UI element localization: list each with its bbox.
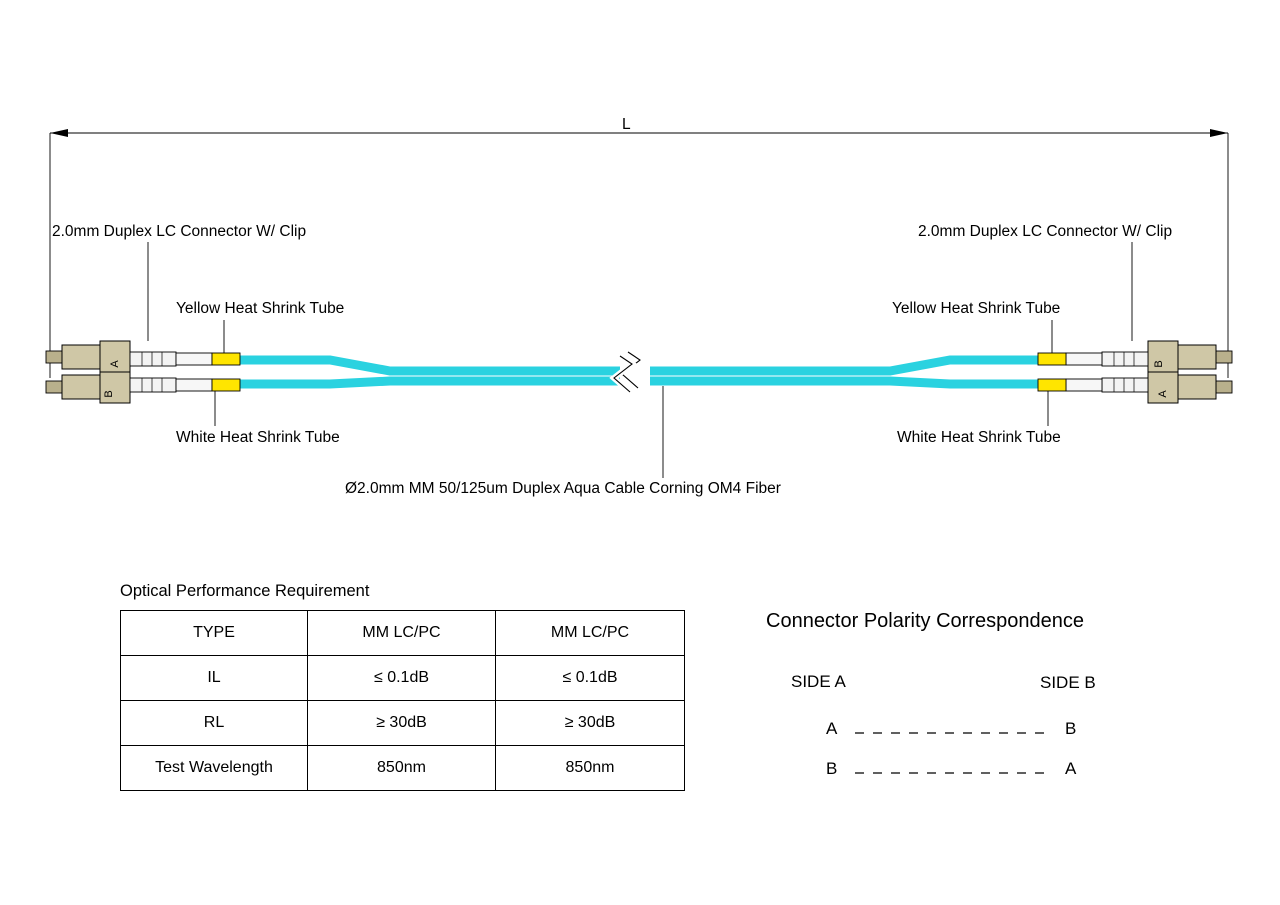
- svg-text:A: A: [109, 360, 121, 368]
- polarity-row2-right: A: [1065, 759, 1077, 778]
- svg-text:A: A: [1157, 390, 1169, 398]
- right-connector-callout-label: 2.0mm Duplex LC Connector W/ Clip: [918, 223, 1173, 240]
- table-header-cell: MM LC/PC: [496, 611, 685, 656]
- table-header-cell: TYPE: [121, 611, 308, 656]
- svg-text:B: B: [103, 390, 115, 398]
- polarity-row1-right: B: [1065, 719, 1077, 738]
- svg-text:B: B: [1153, 360, 1165, 368]
- table-cell: ≤ 0.1dB: [496, 656, 685, 701]
- table-cell: Test Wavelength: [121, 746, 308, 791]
- length-dimension-label: L: [622, 116, 631, 133]
- performance-table-title: Optical Performance Requirement: [120, 582, 370, 600]
- table-row: [121, 746, 685, 791]
- table-cell: 850nm: [308, 746, 496, 791]
- left-lc-duplex-connector: [46, 341, 240, 403]
- overall-length-dimension: [50, 129, 1228, 378]
- table-cell: ≥ 30dB: [496, 701, 685, 746]
- polarity-title: Connector Polarity Correspondence: [766, 610, 1084, 632]
- right-yellow-tube-label: Yellow Heat Shrink Tube: [892, 300, 1061, 317]
- cable-spec-label: Ø2.0mm MM 50/125um Duplex Aqua Cable Corning OM4 Fiber: [345, 480, 781, 497]
- table-header-row: [121, 611, 685, 656]
- table-cell: ≤ 0.1dB: [308, 656, 496, 701]
- right-lc-duplex-connector: [1038, 341, 1232, 403]
- table-header-cell: MM LC/PC: [308, 611, 496, 656]
- right-white-tube-label: White Heat Shrink Tube: [897, 429, 1061, 446]
- table-row: [121, 701, 685, 746]
- polarity-side-a-label: SIDE A: [791, 672, 846, 691]
- optical-performance-table: [120, 610, 685, 791]
- polarity-side-b-label: SIDE B: [1040, 673, 1096, 692]
- table-cell: RL: [121, 701, 308, 746]
- left-yellow-tube-label: Yellow Heat Shrink Tube: [176, 300, 345, 317]
- table-cell: IL: [121, 656, 308, 701]
- table-row: [121, 656, 685, 701]
- left-connector-callout-label: 2.0mm Duplex LC Connector W/ Clip: [52, 223, 307, 240]
- left-white-tube-label: White Heat Shrink Tube: [176, 429, 340, 446]
- table-cell: 850nm: [496, 746, 685, 791]
- polarity-row1-left: A: [826, 719, 838, 738]
- table-cell: ≥ 30dB: [308, 701, 496, 746]
- polarity-row2-left: B: [826, 759, 838, 778]
- aqua-duplex-cable: [240, 352, 1038, 392]
